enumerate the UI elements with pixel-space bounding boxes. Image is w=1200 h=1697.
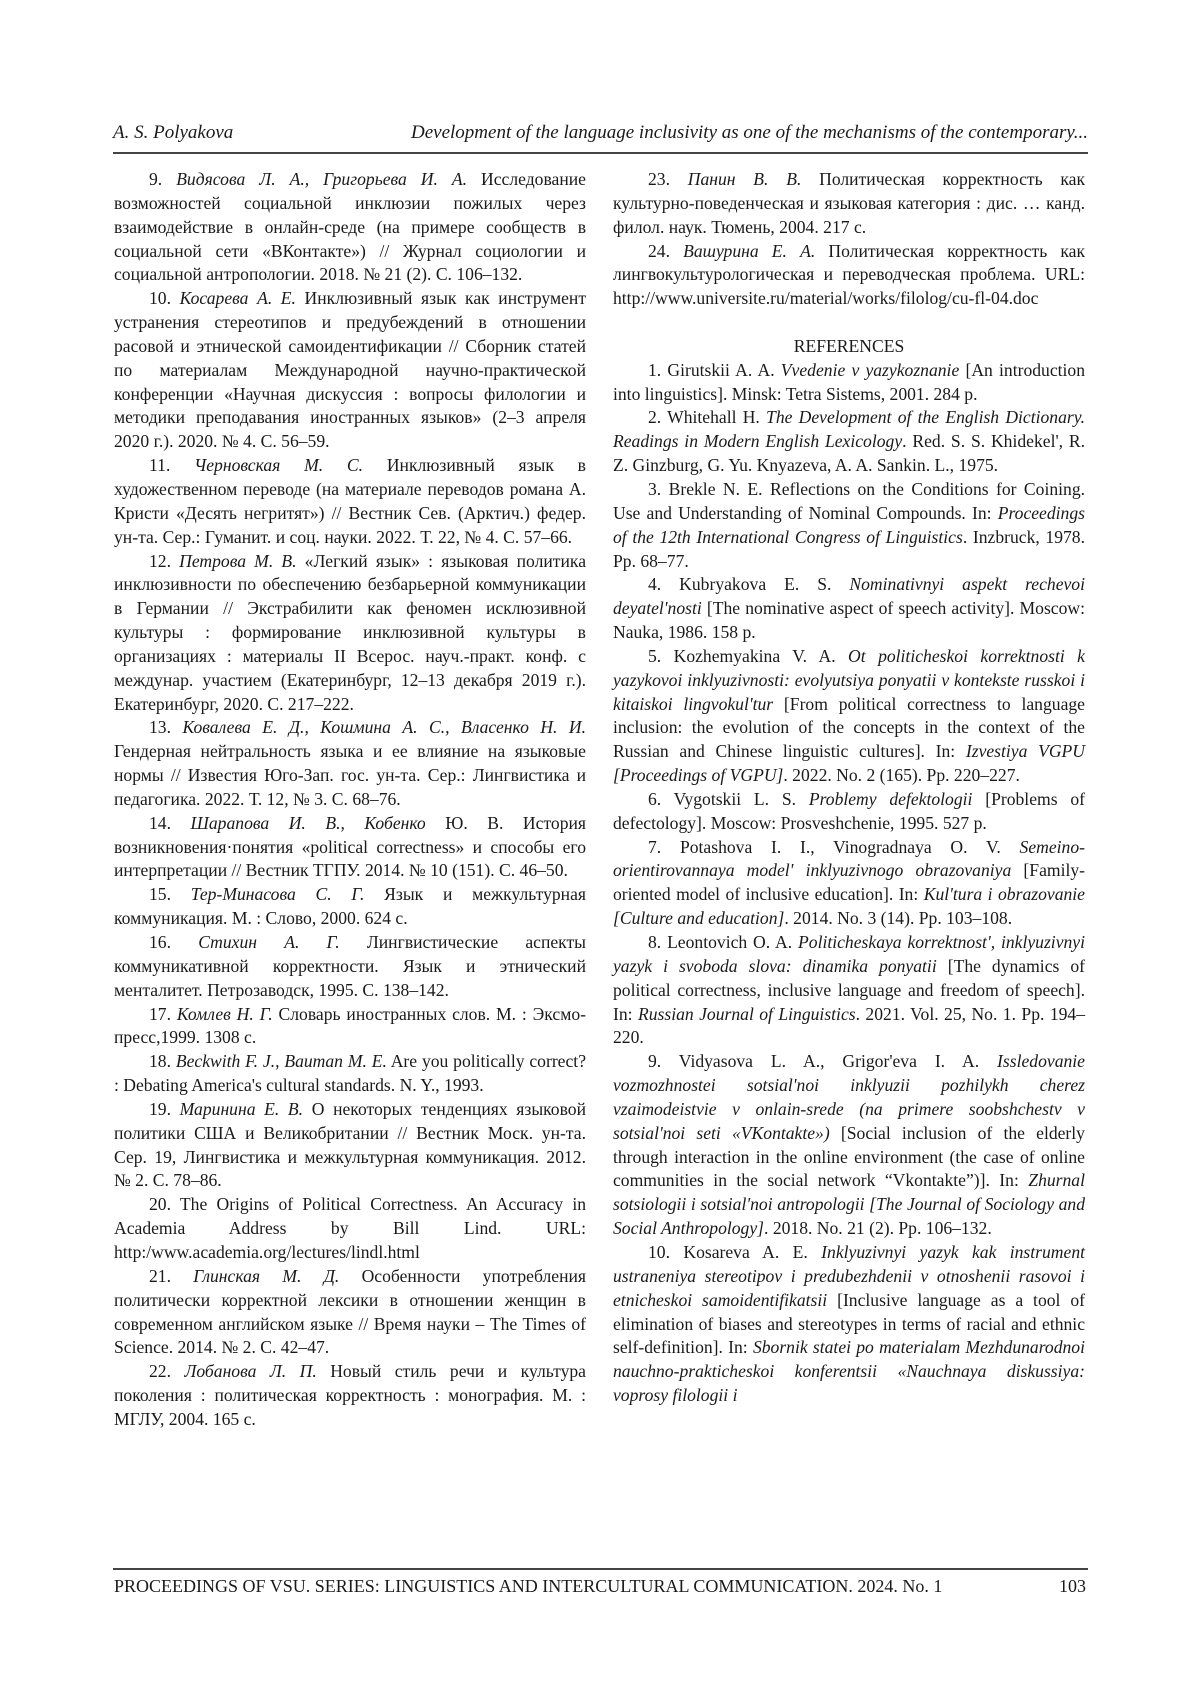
text-segment: [Family-oriented model of inclusive education]. In: — [613, 860, 1085, 904]
italic-segment: Proceedings of the 12th International Congress of Linguistics — [613, 503, 1085, 547]
bibliography-entry — [114, 1193, 586, 1265]
reference-entry — [613, 478, 1085, 573]
text-segment: Vidyasova L. A., Grigor'eva I. A. — [679, 1051, 997, 1071]
entry-number: 7. — [648, 837, 680, 857]
bibliography-entry — [114, 812, 586, 884]
text-segment: Kosareva A. E. — [683, 1242, 821, 1262]
italic-segment: Видясова Л. А., Григорьева И. А. — [176, 169, 467, 189]
reference-entry — [613, 359, 1085, 407]
text-segment: [Inclusive language as a tool of elimination of biases and stereotypes in terms of racial and ethnic self-definition]. In: — [613, 1290, 1085, 1358]
header-article-title: Development of the language inclusivity as one of the mechanisms of the contemporary... — [411, 122, 1088, 144]
text-segment: Kubryakova E. S. — [679, 574, 849, 594]
reference-entry — [613, 1241, 1085, 1408]
bibliography-entry — [114, 931, 586, 1003]
italic-segment: Vvedenie v yazykoznanie — [781, 360, 959, 380]
entry-number: 9. — [648, 1051, 679, 1071]
italic-segment: Problemy defektologii — [809, 789, 973, 809]
entry-number: 23. — [648, 169, 688, 189]
text-segment: Политическая корректность как лингвокультурологическая и переводческая проблема. URL: http://www.universite.ru/material/works/filolog/cu-fl-04.doc — [613, 241, 1085, 309]
text-segment: Инклюзивный язык в художественном переводе (на материале переводов романа А. Кристи «Десять негритят») // Вестник Сев. (Арктич.) федер. ун-та. Сер.: Гуманит. и соц. науки. 2022. Т. 22, № 4. С. 57–66. — [114, 455, 586, 547]
entry-number: 16. — [149, 932, 198, 952]
text-segment: . 2018. No. 21 (2). Pp. 106–132. — [764, 1218, 992, 1238]
entry-number: 18. — [149, 1051, 176, 1071]
entry-number: 9. — [149, 169, 176, 189]
italic-segment: Zhurnal sotsiologii i sotsial'noi antropologii [The Journal of Sociology and Social Anthropology] — [613, 1170, 1085, 1238]
entry-number: 2. — [648, 407, 667, 427]
text-segment: Leontovich O. A. — [667, 932, 798, 952]
text-segment: [The dynamics of political correctness, inclusive language and freedom of speech]. In: — [613, 956, 1085, 1024]
text-segment: Kozhemyakina V. A. — [674, 646, 848, 666]
text-segment: Brekle N. E. Reflections on the Conditions for Coining. Use and Understanding of Nominal Compounds. In: — [613, 479, 1085, 523]
italic-segment: Sbornik statei po materialam Mezhdunarodnoi nauchno-prakticheskoi konferentsii «Nauchnaya diskussiya: voprosy filologii i — [613, 1337, 1085, 1405]
italic-segment: Стихин А. Г. — [198, 932, 339, 952]
text-segment: Potashova I. I., Vinogradnaya O. V. — [680, 837, 1020, 857]
footer-rule — [113, 1568, 1088, 1570]
text-segment: [From political correctness to language inclusion: the evolution of the concepts in the context of the Russian and Chinese linguistic cultures]. In: — [613, 694, 1085, 762]
italic-segment: Косарева А. Е. — [180, 288, 296, 308]
page-number: 103 — [1059, 1576, 1086, 1597]
header-author: A. S. Polyakova — [113, 122, 233, 144]
italic-segment: Nominativnyi aspekt rechevoi deyatel'nosti — [613, 574, 1085, 618]
text-segment: Лингвистические аспекты коммуникативной корректности. Язык и этнический менталитет. Петрозаводск, 1995. С. 138–142. — [114, 932, 586, 1000]
text-segment: . Inzbruck, 1978. Pp. 68–77. — [613, 527, 1085, 571]
entry-number: 24. — [648, 241, 683, 261]
entry-number: 4. — [648, 574, 679, 594]
italic-segment: Комлев Н. Г. — [177, 1004, 273, 1024]
text-segment: Vygotskii L. S. — [674, 789, 809, 809]
entry-number: 17. — [149, 1004, 177, 1024]
italic-segment: Панин В. В. — [688, 169, 802, 189]
reference-entry — [613, 645, 1085, 788]
text-segment: Girutskii A. A. — [667, 360, 780, 380]
bibliography-entry — [114, 454, 586, 549]
bibliography-entry — [114, 168, 586, 287]
italic-segment: Тер-Минасова С. Г. — [191, 884, 365, 904]
text-segment: . 2014. No. 3 (14). Pp. 103–108. — [784, 908, 1012, 928]
reference-entry — [613, 836, 1085, 931]
italic-segment: Маринина Е. В. — [180, 1099, 303, 1119]
text-segment: Особенности употребления политически корректной лексики в отношении женщин в современном английском языке // Время науки – The Times of Science. 2014. № 2. С. 42–47. — [114, 1266, 586, 1358]
text-segment: [An introduction into linguistics]. Minsk: Tetra Sistems, 2001. 284 p. — [613, 360, 1085, 404]
text-segment: Словарь иностранных слов. М. : Эксмо-пресс,1999. 1308 с. — [114, 1004, 586, 1048]
bibliography-entry — [114, 550, 586, 717]
entry-number: 3. — [648, 479, 669, 499]
reference-entry — [613, 1050, 1085, 1241]
entry-number: 10. — [149, 288, 180, 308]
text-segment: . Red. S. S. Khidekel', R. Z. Ginzburg, G. Yu. Knyazeva, A. A. Sankin. L., 1975. — [613, 431, 1085, 475]
text-segment: . 2021. Vol. 25, No. 1. Pp. 194–220. — [613, 1004, 1085, 1048]
bibliography-entry — [114, 716, 586, 811]
text-segment: [Problems of defectology]. Moscow: Prosveshchenie, 1995. 527 p. — [613, 789, 1085, 833]
reference-entry — [613, 788, 1085, 836]
text-segment: Whitehall H. — [667, 407, 766, 427]
text-segment: «Легкий язык» : языковая политика инклюзивности по обеспечению безбарьерной коммуникации в Германии // Экстрабилити как феномен исклюзивной культуры : формирование инклюзивной культуры в организациях : материалы II Всерос. науч.-практ. конф. с междунар. участием (Екатеринбург, 12–13 декабря 2019 г.). Екатеринбург, 2020. С. 217–222. — [114, 551, 586, 714]
text-segment: [The nominative aspect of speech activity]. Moscow: Nauka, 1986. 158 p. — [613, 598, 1085, 642]
text-segment: Новый стиль речи и культура поколения : политическая корректность : монография. М. : МГЛУ, 2004. 165 с. — [114, 1361, 586, 1429]
bibliography-entry — [114, 1265, 586, 1360]
bibliography-entry — [613, 168, 1085, 240]
text-segment: Ю. В. История возникновения·понятия «political correctness» и способы его интерпретации // Вестник ТГПУ. 2014. № 10 (151). С. 46–50. — [114, 813, 586, 881]
entry-number: 1. — [648, 360, 667, 380]
text-segment: Политическая корректность как культурно-поведенческая и языковая категория : дис. … канд. филол. наук. Тюмень, 2004. 217 с. — [613, 169, 1085, 237]
bibliography-entry — [613, 240, 1085, 312]
bibliography-entry — [114, 1050, 586, 1098]
left-column — [114, 168, 586, 1432]
italic-segment: Глинская М. Д. — [193, 1266, 339, 1286]
entry-number: 8. — [648, 932, 667, 952]
bibliography-entry — [114, 1003, 586, 1051]
italic-segment: Semeino-orientirovannaya model' inklyuzivnogo obrazovaniya — [613, 837, 1085, 881]
reference-entry — [613, 573, 1085, 645]
italic-segment: Шарапова И. В., Кобенко — [191, 813, 426, 833]
bibliography-entry — [114, 287, 586, 454]
text-segment: Язык и межкультурная коммуникация. М. : Слово, 2000. 624 с. — [114, 884, 586, 928]
italic-segment: Вашурина Е. А. — [683, 241, 815, 261]
italic-segment: Russian Journal of Linguistics — [638, 1004, 856, 1024]
bibliography-entry — [114, 1098, 586, 1193]
entry-number: 14. — [149, 813, 191, 833]
italic-segment: Politicheskaya korrektnost', inklyuzivnyi yazyk i svoboda slova: dinamika ponyatii — [613, 932, 1085, 976]
entry-number: 21. — [149, 1266, 193, 1286]
entry-number: 15. — [149, 884, 191, 904]
bibliography-entry — [114, 1360, 586, 1432]
italic-segment: Петрова М. В. — [179, 551, 296, 571]
italic-segment: Inklyuzivnyi yazyk kak instrument ustraneniya stereotipov i predubezhdenii v otnoshenii rasovoi i etnicheskoi samoidentifikatsii — [613, 1242, 1085, 1310]
bibliography-entry — [114, 883, 586, 931]
entry-number: 11. — [149, 455, 194, 475]
text-segment: Инклюзивный язык как инструмент устранения стереотипов и предубеждений в отношении расовой и этнической самоидентификации // Сборник статей по материалам Международной научно-практической конференции «Научная дискуссия : вопросы филологии и методики преподавания иностранных языков» (2–3 апреля 2020 г.). 2020. № 4. С. 56–59. — [114, 288, 586, 451]
italic-segment: Beckwith F. J., Bauman M. E. — [176, 1051, 387, 1071]
footer-journal: PROCEEDINGS OF VSU. SERIES: LINGUISTICS AND INTERCULTURAL COMMUNICATION. 2024. No. 1 — [114, 1576, 942, 1597]
header-rule — [113, 152, 1088, 154]
text-segment: Гендерная нейтральность языка и ее влияние на языковые нормы // Известия Юго-Зап. гос. ун-та. Сер.: Лингвистика и педагогика. 2022. Т. 12, № 3. С. 68–76. — [114, 741, 586, 809]
text-segment: [Social inclusion of the elderly through interaction in the online environment (the case of online communities in the social network “Vkontakte”)]. In: — [613, 1123, 1085, 1191]
entry-number: 12. — [149, 551, 179, 571]
reference-entry — [613, 406, 1085, 478]
entry-number: 19. — [149, 1099, 180, 1119]
italic-segment: Issledovanie vozmozhnostei sotsial'noi inklyuzii pozhilykh cherez vzaimodeistvie v onlain-srede (na primere soobshchestv v sotsial'noi seti «VKontakte») — [613, 1051, 1085, 1143]
entry-number: 10. — [648, 1242, 683, 1262]
references-heading: REFERENCES — [613, 335, 1085, 359]
italic-segment: Ot politicheskoi korrektnosti k yazykovoi inklyuzivnosti: evolyutsiya ponyatii v kontekste russkoi i kitaiskoi lingvokul'tur — [613, 646, 1085, 714]
entry-number: 20. — [149, 1194, 180, 1214]
italic-segment: Kul'tura i obrazovanie [Culture and education] — [613, 884, 1085, 928]
text-segment: О некоторых тенденциях языковой политики США и Великобритании // Вестник Моск. ун-та. Сер. 19, Лингвистика и межкультурная коммуникация. 2012. № 2. С. 78–86. — [114, 1099, 586, 1191]
italic-segment: Черновская М. С. — [194, 455, 363, 475]
text-segment: Исследование возможностей социальной инклюзии пожилых через взаимодействие в онлайн-среде (на примере сообществ в социальной сети «ВКонтакте») // Журнал социологии и социальной антропологии. 2018. № 21 (2). С. 106–132. — [114, 169, 586, 284]
italic-segment: Лобанова Л. П. — [184, 1361, 316, 1381]
text-segment: The Origins of Political Correctness. An Accuracy in Academia Address by Bill Lind. URL: http:/www.academia.org/lectures/lindl.html — [114, 1194, 586, 1262]
entry-number: 6. — [648, 789, 674, 809]
text-segment: Are you politically correct? : Debating America's cultural standards. N. Y., 1993. — [114, 1051, 586, 1095]
italic-segment: The Development of the English Dictionary. Readings in Modern English Lexicology — [613, 407, 1085, 451]
entry-number: 22. — [149, 1361, 184, 1381]
italic-segment: Izvestiya VGPU [Proceedings of VGPU] — [613, 741, 1085, 785]
reference-entry — [613, 931, 1085, 1050]
italic-segment: Ковалева Е. Д., Кошмина А. С., Власенко Н. И. — [182, 717, 586, 737]
running-header — [113, 122, 1088, 148]
right-column — [613, 168, 1085, 1408]
entry-number: 5. — [648, 646, 674, 666]
entry-number: 13. — [149, 717, 182, 737]
text-segment: . 2022. No. 2 (165). Pp. 220–227. — [783, 765, 1020, 785]
